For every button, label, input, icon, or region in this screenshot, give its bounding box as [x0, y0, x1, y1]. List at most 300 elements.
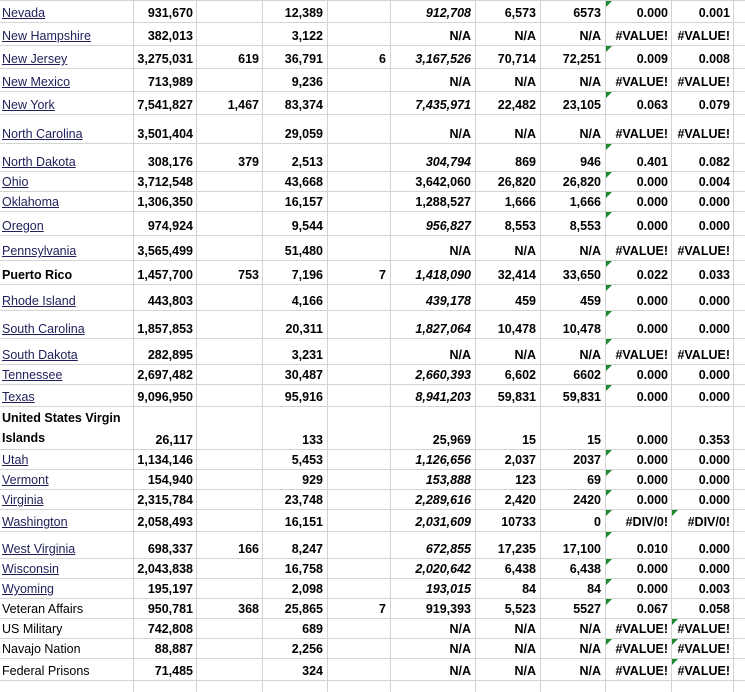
cell-col-b[interactable]: 1,467 [227, 98, 259, 112]
cell-col-e[interactable]: 3,642,060 [415, 175, 471, 189]
cell-col-c[interactable]: 29,059 [284, 127, 323, 141]
cell-population[interactable]: 2,697,482 [137, 368, 193, 382]
error-indicator-icon[interactable] [606, 172, 612, 178]
cell-col-d[interactable] [327, 364, 389, 384]
cell-col-f[interactable]: N/A [514, 244, 536, 258]
state-link[interactable]: Oregon [2, 219, 44, 233]
cell-population[interactable]: 742,808 [147, 622, 193, 636]
cell-ratio-1[interactable]: #DIV/0! [625, 515, 668, 529]
cell-ratio-1[interactable]: 0.000 [636, 322, 668, 336]
cell-ratio-1[interactable]: 0.000 [636, 582, 668, 596]
cell-col-g[interactable]: N/A [579, 244, 601, 258]
cell-col-g[interactable]: N/A [579, 622, 601, 636]
cell-col-g[interactable]: 23,105 [562, 98, 601, 112]
cell-col-g[interactable]: 459 [580, 294, 601, 308]
cell-col-c[interactable]: 36,791 [284, 52, 323, 66]
cell-col-f[interactable]: N/A [514, 664, 536, 678]
cell-col-b[interactable]: 368 [238, 602, 259, 616]
error-indicator-icon[interactable] [606, 1, 612, 7]
cell-ratio-2[interactable]: #VALUE! [677, 622, 730, 636]
state-link[interactable]: North Dakota [2, 155, 76, 169]
state-link[interactable]: Wyoming [2, 582, 54, 596]
cell-ratio-2[interactable]: 0.082 [698, 155, 730, 169]
cell-col-b[interactable] [197, 618, 262, 638]
cell-population[interactable]: 974,924 [147, 219, 193, 233]
cell-col-g[interactable]: 2037 [573, 453, 601, 467]
cell-ratio-1[interactable]: 0.000 [636, 390, 668, 404]
cell-population[interactable]: 713,989 [147, 75, 193, 89]
cell-col-e[interactable]: 1,418,090 [415, 268, 471, 282]
state-link[interactable]: Rhode Island [2, 294, 76, 308]
cell-col-g[interactable]: 6573 [573, 6, 601, 20]
cell-population[interactable]: 1,857,853 [137, 322, 193, 336]
cell-col-b[interactable] [197, 310, 262, 338]
cell-col-e[interactable]: 8,941,203 [415, 390, 471, 404]
cell-col-d[interactable] [327, 143, 389, 171]
error-indicator-icon[interactable] [606, 559, 612, 565]
error-indicator-icon[interactable] [606, 339, 612, 345]
cell-ratio-2[interactable]: #VALUE! [677, 75, 730, 89]
cell-col-d[interactable] [327, 509, 389, 531]
cell-ratio-1[interactable]: #VALUE! [615, 642, 668, 656]
cell-col-d[interactable] [327, 618, 389, 638]
cell-ratio-2[interactable]: 0.000 [698, 195, 730, 209]
cell-population[interactable]: 9,096,950 [137, 390, 193, 404]
cell-col-b[interactable]: 379 [238, 155, 259, 169]
cell-col-f[interactable]: 26,820 [497, 175, 536, 189]
cell-col-g[interactable]: 84 [587, 582, 601, 596]
cell-ratio-2[interactable]: 0.000 [698, 562, 730, 576]
cell-col-c[interactable]: 3,122 [291, 29, 323, 43]
cell-col-e[interactable]: 25,969 [432, 433, 471, 447]
state-link[interactable]: Utah [2, 453, 29, 467]
cell-ratio-2[interactable]: 0.000 [698, 473, 730, 487]
error-indicator-icon[interactable] [606, 450, 612, 456]
cell-col-d[interactable] [327, 406, 389, 449]
cell-col-f[interactable]: 70,714 [497, 52, 536, 66]
cell-col-e[interactable]: 1,288,527 [415, 195, 471, 209]
cell-ratio-1[interactable]: 0.063 [636, 98, 668, 112]
cell-col-e[interactable]: N/A [449, 348, 471, 362]
cell-col-g[interactable]: 6,438 [569, 562, 601, 576]
cell-col-d[interactable]: 7 [379, 602, 386, 616]
cell-col-g[interactable]: 2420 [573, 493, 601, 507]
cell-population[interactable]: 195,197 [147, 582, 193, 596]
cell-ratio-1[interactable]: #VALUE! [615, 348, 668, 362]
cell-col-d[interactable] [327, 449, 389, 469]
cell-col-b[interactable] [197, 0, 262, 22]
cell-col-c[interactable]: 43,668 [284, 175, 323, 189]
state-link[interactable]: New Jersey [2, 52, 68, 66]
cell-col-b[interactable]: 619 [238, 52, 259, 66]
cell-col-f[interactable]: 17,235 [497, 542, 536, 556]
cell-col-c[interactable]: 7,196 [291, 268, 323, 282]
cell-col-c[interactable]: 5,453 [291, 453, 323, 467]
state-link[interactable]: North Carolina [2, 127, 83, 141]
cell-ratio-2[interactable]: 0.033 [698, 268, 730, 282]
cell-col-e[interactable]: 3,167,526 [415, 52, 471, 66]
cell-col-c[interactable]: 30,487 [284, 368, 323, 382]
error-indicator-icon[interactable] [606, 92, 612, 98]
cell-col-d[interactable] [327, 310, 389, 338]
cell-col-g[interactable]: 59,831 [562, 390, 601, 404]
error-indicator-icon[interactable] [606, 599, 612, 605]
cell-col-c[interactable]: 9,236 [291, 75, 323, 89]
state-link[interactable]: Wisconsin [2, 562, 59, 576]
cell-col-c[interactable]: 23,748 [284, 493, 323, 507]
cell-col-d[interactable] [327, 68, 389, 91]
cell-col-c[interactable]: 12,389 [284, 6, 323, 20]
cell-col-g[interactable]: 5527 [573, 602, 601, 616]
cell-col-g[interactable]: 10,478 [562, 322, 601, 336]
cell-ratio-2[interactable]: #VALUE! [677, 127, 730, 141]
cell-population[interactable]: 1,306,350 [137, 195, 193, 209]
error-indicator-icon[interactable] [672, 510, 678, 516]
cell-col-f[interactable]: 123 [515, 473, 536, 487]
cell-col-g[interactable]: 69 [587, 473, 601, 487]
error-indicator-icon[interactable] [606, 385, 612, 391]
cell-col-c[interactable]: 4,166 [291, 294, 323, 308]
cell-col-d[interactable] [327, 114, 389, 143]
cell-population[interactable]: 2,315,784 [137, 493, 193, 507]
cell-ratio-1[interactable]: 0.000 [636, 175, 668, 189]
cell-population[interactable]: 308,176 [147, 155, 193, 169]
cell-col-f[interactable]: 1,666 [504, 195, 536, 209]
cell-ratio-1[interactable]: 0.000 [636, 219, 668, 233]
cell-population[interactable]: 282,895 [147, 348, 193, 362]
cell-col-f[interactable]: 10,478 [497, 322, 536, 336]
cell-col-d[interactable]: 6 [379, 52, 386, 66]
cell-population[interactable]: 2,058,493 [137, 515, 193, 529]
cell-ratio-2[interactable]: 0.353 [698, 433, 730, 447]
cell-col-d[interactable] [327, 211, 389, 235]
cell-col-d[interactable] [327, 489, 389, 509]
cell-ratio-2[interactable]: 0.000 [698, 368, 730, 382]
cell-ratio-1[interactable]: 0.000 [636, 493, 668, 507]
state-link[interactable]: Oklahoma [2, 195, 59, 209]
cell-col-g[interactable]: 6602 [573, 368, 601, 382]
cell-population[interactable]: 154,940 [147, 473, 193, 487]
cell-population[interactable]: 2,043,838 [137, 562, 193, 576]
cell-ratio-2[interactable]: #VALUE! [677, 348, 730, 362]
cell-col-c[interactable]: 95,916 [284, 390, 323, 404]
cell-population[interactable]: 3,501,404 [137, 127, 193, 141]
cell-ratio-1[interactable]: 0.067 [636, 602, 668, 616]
cell-col-b[interactable] [197, 558, 262, 578]
cell-col-c[interactable]: 2,513 [291, 155, 323, 169]
cell-col-b[interactable] [197, 364, 262, 384]
cell-col-c[interactable]: 929 [302, 473, 323, 487]
cell-col-f[interactable]: 2,037 [504, 453, 536, 467]
error-indicator-icon[interactable] [606, 192, 612, 198]
cell-col-d[interactable] [327, 338, 389, 364]
cell-col-c[interactable]: 16,758 [284, 562, 323, 576]
cell-col-f[interactable]: 32,414 [497, 268, 536, 282]
cell-col-d[interactable] [327, 235, 389, 260]
cell-col-c[interactable]: 2,256 [291, 642, 323, 656]
cell-col-d[interactable]: 7 [379, 268, 386, 282]
cell-col-e[interactable]: N/A [449, 664, 471, 678]
cell-col-e[interactable]: N/A [449, 127, 471, 141]
cell-population[interactable]: 698,337 [147, 542, 193, 556]
cell-col-c[interactable]: 16,157 [284, 195, 323, 209]
cell-ratio-2[interactable]: 0.000 [698, 219, 730, 233]
cell-col-b[interactable] [197, 509, 262, 531]
cell-col-b[interactable] [197, 489, 262, 509]
cell-col-e[interactable]: 956,827 [425, 219, 471, 233]
cell-population[interactable]: 71,485 [154, 664, 193, 678]
error-indicator-icon[interactable] [672, 659, 678, 665]
cell-ratio-1[interactable]: #VALUE! [615, 127, 668, 141]
cell-ratio-2[interactable]: 0.004 [698, 175, 730, 189]
cell-col-d[interactable] [327, 0, 389, 22]
cell-col-b[interactable] [197, 449, 262, 469]
error-indicator-icon[interactable] [606, 639, 612, 645]
error-indicator-icon[interactable] [672, 639, 678, 645]
cell-col-b[interactable] [197, 22, 262, 45]
cell-ratio-1[interactable]: 0.000 [636, 294, 668, 308]
cell-col-f[interactable]: 2,420 [504, 493, 536, 507]
cell-ratio-2[interactable]: 0.003 [698, 582, 730, 596]
error-indicator-icon[interactable] [606, 261, 612, 267]
cell-col-f[interactable]: N/A [514, 75, 536, 89]
cell-col-g[interactable]: 0 [594, 515, 601, 529]
cell-ratio-2[interactable]: 0.079 [698, 98, 730, 112]
cell-col-b[interactable] [197, 211, 262, 235]
cell-col-f[interactable]: N/A [514, 622, 536, 636]
cell-ratio-2[interactable]: 0.000 [698, 294, 730, 308]
cell-population[interactable]: 1,457,700 [137, 268, 193, 282]
cell-col-b[interactable] [197, 384, 262, 406]
error-indicator-icon[interactable] [606, 144, 612, 150]
cell-population[interactable]: 950,781 [147, 602, 193, 616]
cell-col-d[interactable] [327, 531, 389, 558]
state-link[interactable]: Virginia [2, 493, 44, 507]
error-indicator-icon[interactable] [606, 490, 612, 496]
cell-col-g[interactable]: 1,666 [569, 195, 601, 209]
cell-col-e[interactable]: N/A [449, 244, 471, 258]
cell-ratio-2[interactable]: 0.000 [698, 322, 730, 336]
cell-ratio-1[interactable]: 0.000 [636, 453, 668, 467]
cell-population[interactable]: 443,803 [147, 294, 193, 308]
cell-ratio-2[interactable]: #VALUE! [677, 244, 730, 258]
cell-col-b[interactable] [197, 638, 262, 658]
cell-col-d[interactable] [327, 658, 389, 680]
cell-col-b[interactable] [197, 114, 262, 143]
cell-col-f[interactable]: 8,553 [504, 219, 536, 233]
cell-col-f[interactable]: N/A [514, 29, 536, 43]
cell-col-c[interactable]: 83,374 [284, 98, 323, 112]
cell-col-d[interactable] [327, 91, 389, 114]
cell-col-c[interactable]: 16,151 [284, 515, 323, 529]
cell-col-d[interactable] [327, 284, 389, 310]
cell-col-f[interactable]: 22,482 [497, 98, 536, 112]
cell-col-f[interactable]: N/A [514, 642, 536, 656]
cell-ratio-1[interactable]: #VALUE! [615, 75, 668, 89]
cell-col-b[interactable]: 166 [238, 542, 259, 556]
cell-col-e[interactable]: 7,435,971 [415, 98, 471, 112]
cell-col-b[interactable] [197, 235, 262, 260]
cell-col-g[interactable]: N/A [579, 75, 601, 89]
cell-col-g[interactable]: 17,100 [562, 542, 601, 556]
cell-ratio-1[interactable]: #VALUE! [615, 29, 668, 43]
cell-ratio-1[interactable]: 0.000 [636, 368, 668, 382]
cell-col-f[interactable]: N/A [514, 127, 536, 141]
cell-col-d[interactable] [327, 558, 389, 578]
cell-ratio-1[interactable]: 0.009 [636, 52, 668, 66]
cell-col-b[interactable] [197, 578, 262, 598]
state-link[interactable]: Ohio [2, 175, 29, 189]
cell-ratio-1[interactable]: 0.000 [636, 473, 668, 487]
cell-col-d[interactable] [327, 578, 389, 598]
state-link[interactable]: Pennsylvania [2, 244, 77, 258]
cell-col-g[interactable]: 72,251 [562, 52, 601, 66]
cell-col-g[interactable]: 26,820 [562, 175, 601, 189]
error-indicator-icon[interactable] [606, 46, 612, 52]
cell-population[interactable]: 88,887 [154, 642, 193, 656]
state-link[interactable]: New York [2, 98, 55, 112]
cell-col-f[interactable]: 459 [515, 294, 536, 308]
state-link[interactable]: New Hampshire [2, 29, 91, 43]
cell-population[interactable]: 1,134,146 [137, 453, 193, 467]
error-indicator-icon[interactable] [672, 619, 678, 625]
cell-col-e[interactable]: 304,794 [425, 155, 471, 169]
cell-col-f[interactable]: N/A [514, 348, 536, 362]
cell-col-f[interactable]: 6,573 [504, 6, 536, 20]
cell-population[interactable]: 3,712,548 [137, 175, 193, 189]
cell-col-e[interactable]: 919,393 [425, 602, 471, 616]
cell-col-g[interactable]: 946 [580, 155, 601, 169]
cell-col-e[interactable]: 153,888 [425, 473, 471, 487]
state-link[interactable]: Tennessee [2, 368, 63, 382]
cell-population[interactable]: 382,013 [147, 29, 193, 43]
cell-col-f[interactable]: 59,831 [497, 390, 536, 404]
cell-col-c[interactable]: 689 [302, 622, 323, 636]
cell-ratio-1[interactable]: 0.022 [636, 268, 668, 282]
cell-col-e[interactable]: 439,178 [425, 294, 471, 308]
state-link[interactable]: New Mexico [2, 75, 71, 89]
cell-col-g[interactable]: N/A [579, 348, 601, 362]
cell-col-f[interactable]: 84 [522, 582, 536, 596]
state-link[interactable]: South Carolina [2, 322, 85, 336]
cell-ratio-2[interactable]: #VALUE! [677, 664, 730, 678]
cell-col-b[interactable] [197, 284, 262, 310]
cell-ratio-2[interactable]: 0.001 [698, 6, 730, 20]
cell-col-g[interactable]: 15 [587, 433, 601, 447]
state-link[interactable]: South Dakota [2, 348, 78, 362]
cell-col-d[interactable] [327, 469, 389, 489]
cell-col-e[interactable]: 1,827,064 [415, 322, 471, 336]
cell-col-c[interactable]: 25,865 [284, 602, 323, 616]
cell-col-e[interactable]: N/A [449, 622, 471, 636]
cell-col-c[interactable]: 3,231 [291, 348, 323, 362]
cell-col-g[interactable]: N/A [579, 127, 601, 141]
cell-col-e[interactable]: 912,708 [425, 6, 471, 20]
cell-ratio-2[interactable]: 0.000 [698, 390, 730, 404]
cell-col-e[interactable]: 193,015 [425, 582, 471, 596]
cell-ratio-2[interactable]: 0.000 [698, 542, 730, 556]
cell-col-f[interactable]: 15 [522, 433, 536, 447]
cell-ratio-2[interactable]: #VALUE! [677, 29, 730, 43]
cell-ratio-1[interactable]: 0.000 [636, 195, 668, 209]
cell-col-e[interactable]: 672,855 [425, 542, 471, 556]
state-link[interactable]: Vermont [2, 473, 49, 487]
cell-ratio-2[interactable]: 0.008 [698, 52, 730, 66]
cell-col-f[interactable]: 10733 [501, 515, 536, 529]
cell-col-e[interactable]: N/A [449, 642, 471, 656]
state-link[interactable]: Nevada [2, 6, 46, 20]
state-link[interactable]: Texas [2, 390, 35, 404]
cell-col-c[interactable]: 133 [302, 433, 323, 447]
error-indicator-icon[interactable] [606, 285, 612, 291]
cell-col-d[interactable] [327, 191, 389, 211]
cell-col-b[interactable] [197, 469, 262, 489]
cell-col-e[interactable]: N/A [449, 75, 471, 89]
cell-col-b[interactable]: 753 [238, 268, 259, 282]
cell-col-e[interactable]: 2,020,642 [415, 562, 471, 576]
cell-col-e[interactable]: 1,126,656 [415, 453, 471, 467]
cell-population[interactable]: 3,275,031 [137, 52, 193, 66]
cell-ratio-1[interactable]: 0.000 [636, 562, 668, 576]
cell-col-g[interactable]: 33,650 [562, 268, 601, 282]
cell-col-b[interactable] [197, 406, 262, 449]
cell-col-g[interactable]: 8,553 [569, 219, 601, 233]
cell-col-g[interactable]: N/A [579, 642, 601, 656]
error-indicator-icon[interactable] [606, 532, 612, 538]
cell-population[interactable]: 26,117 [155, 433, 193, 447]
cell-col-c[interactable]: 324 [302, 664, 323, 678]
state-link[interactable]: Washington [2, 515, 68, 529]
cell-col-f[interactable]: 5,523 [504, 602, 536, 616]
cell-col-f[interactable]: 869 [515, 155, 536, 169]
cell-col-b[interactable] [197, 68, 262, 91]
error-indicator-icon[interactable] [606, 212, 612, 218]
cell-population[interactable]: 3,565,499 [137, 244, 193, 258]
cell-ratio-1[interactable]: #VALUE! [615, 664, 668, 678]
cell-ratio-2[interactable]: 0.058 [698, 602, 730, 616]
cell-ratio-1[interactable]: 0.401 [636, 155, 668, 169]
cell-population[interactable]: 7,541,827 [137, 98, 193, 112]
cell-col-f[interactable]: 6,438 [504, 562, 536, 576]
cell-col-d[interactable] [327, 22, 389, 45]
cell-ratio-1[interactable]: #VALUE! [615, 622, 668, 636]
state-link[interactable]: West Virginia [2, 542, 76, 556]
cell-col-b[interactable] [197, 171, 262, 191]
cell-col-c[interactable]: 51,480 [284, 244, 323, 258]
error-indicator-icon[interactable] [606, 311, 612, 317]
cell-ratio-2[interactable]: #DIV/0! [687, 515, 730, 529]
cell-col-e[interactable]: 2,289,616 [415, 493, 471, 507]
cell-ratio-1[interactable]: 0.010 [636, 542, 668, 556]
error-indicator-icon[interactable] [606, 510, 612, 516]
cell-col-g[interactable]: N/A [579, 29, 601, 43]
cell-col-g[interactable]: N/A [579, 664, 601, 678]
cell-ratio-2[interactable]: 0.000 [698, 453, 730, 467]
cell-ratio-1[interactable]: 0.000 [636, 6, 668, 20]
cell-ratio-1[interactable]: 0.000 [636, 433, 668, 447]
cell-col-e[interactable]: 2,031,609 [415, 515, 471, 529]
cell-col-c[interactable]: 9,544 [291, 219, 323, 233]
cell-ratio-1[interactable]: #VALUE! [615, 244, 668, 258]
cell-col-b[interactable] [197, 658, 262, 680]
cell-population[interactable]: 931,670 [147, 6, 193, 20]
cell-col-d[interactable] [327, 638, 389, 658]
cell-col-b[interactable] [197, 338, 262, 364]
cell-col-b[interactable] [197, 191, 262, 211]
error-indicator-icon[interactable] [606, 579, 612, 585]
cell-col-c[interactable]: 2,098 [291, 582, 323, 596]
cell-ratio-2[interactable]: 0.000 [698, 493, 730, 507]
